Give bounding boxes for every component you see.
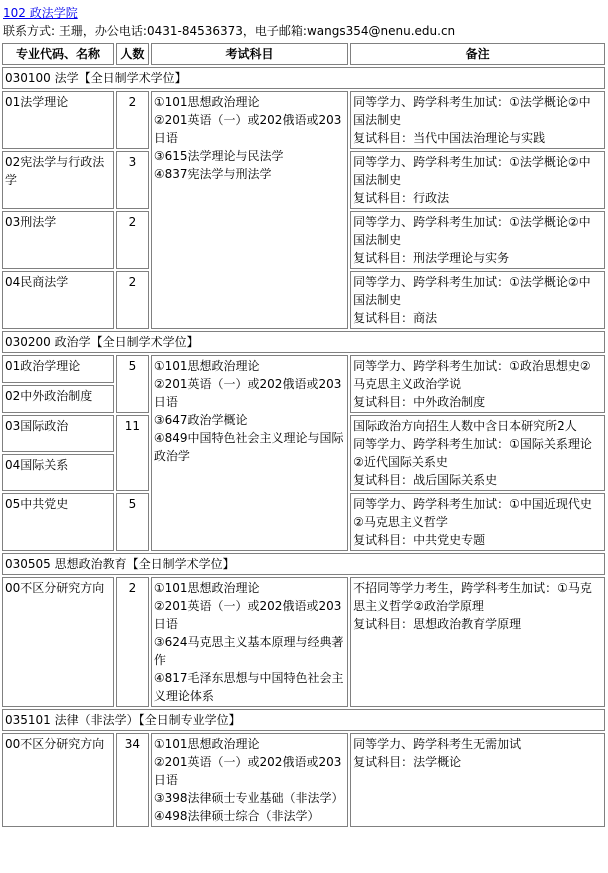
enrollment-count: 11: [116, 415, 149, 491]
notes-cell: [350, 271, 605, 329]
note-line: 复试科目：刑法学理论与实务: [353, 251, 510, 265]
email-label: 电子邮箱:: [254, 24, 307, 38]
major-name: 05中共党史: [2, 493, 114, 551]
section-header-row: [2, 331, 605, 353]
contact-person: 王珊: [58, 24, 83, 38]
major-name: 00不区分研究方向: [2, 733, 114, 827]
enrollment-count: 2: [116, 211, 149, 269]
contact-label: 联系方式:: [3, 24, 56, 38]
note-line: 同等学力、跨学科考生加试：①中国近现代史②马克思主义哲学: [353, 497, 592, 529]
enrollment-count: 2: [116, 271, 149, 329]
subject-item: ①101思想政治理论: [153, 359, 260, 373]
subject-item: ②201英语（一）或202俄语或203日语: [153, 377, 342, 409]
section-header-row: [2, 709, 605, 731]
table-row: [2, 91, 605, 149]
subject-item: ②201英语（一）或202俄语或203日语: [153, 755, 342, 787]
note-line: 同等学力、跨学科考生加试：①法学概论②中国法制史: [353, 215, 591, 247]
subject-item: ④837宪法学与刑法学: [153, 167, 272, 181]
column-header-notes: 备注: [350, 43, 605, 65]
note-line: 同等学力、跨学科考生加试：①政治思想史②马克思主义政治学说: [353, 359, 591, 391]
note-line: 同等学力、跨学科考生无需加试: [353, 737, 522, 751]
major-name: 02宪法学与行政法学: [2, 151, 114, 209]
major-name: 01政治学理论: [2, 355, 114, 383]
subject-item: ②201英语（一）或202俄语或203日语: [153, 113, 342, 145]
notes-cell: [350, 355, 605, 413]
enrollment-count: 3: [116, 151, 149, 209]
note-line: 同等学力、跨学科考生加试：①法学概论②中国法制史: [353, 275, 591, 307]
section-title-politics: 030200 政治学【全日制学术学位】: [2, 331, 605, 353]
note-line: 复试科目：战后国际关系史: [353, 473, 498, 487]
subject-item: ④817毛泽东思想与中国特色社会主义理论体系: [153, 671, 344, 703]
notes-cell: [350, 493, 605, 551]
major-name: 03刑法学: [2, 211, 114, 269]
section-header-row: [2, 67, 605, 89]
major-name: 02中外政治制度: [2, 385, 114, 413]
exam-subjects: [151, 733, 348, 827]
enrollment-count: 34: [116, 733, 149, 827]
column-header-major: 专业代码、名称: [2, 43, 114, 65]
section-title-law-professional: 035101 法律（非法学）【全日制专业学位】: [2, 709, 605, 731]
notes-cell: [350, 151, 605, 209]
note-line: 复试科目：行政法: [353, 191, 450, 205]
notes-cell: [350, 577, 605, 707]
email-address: wangs354@nenu.edu.cn: [306, 24, 456, 38]
note-line: 复试科目：商法: [353, 311, 438, 325]
enrollment-count: 5: [116, 355, 149, 413]
college-link[interactable]: 102 政法学院: [3, 6, 78, 20]
section-title-law: 030100 法学【全日制学术学位】: [2, 67, 605, 89]
phone-number: 0431-84536373: [146, 24, 243, 38]
subject-item: ④498法律硕士综合（非法学）: [153, 809, 320, 823]
note-line: 不招同等学力考生，跨学科考生加试：①马克思主义哲学②政治学原理: [353, 581, 592, 613]
note-line: 同等学力、跨学科考生加试：①法学概论②中国法制史: [353, 155, 591, 187]
note-line: 复试科目：中共党史专题: [353, 533, 486, 547]
notes-cell: [350, 415, 605, 491]
subject-item: ③615法学理论与民法学: [153, 149, 284, 163]
major-name: 04国际关系: [2, 454, 114, 491]
section-title-ideological-education: 030505 思想政治教育【全日制学术学位】: [2, 553, 605, 575]
subject-item: ③624马克思主义基本原理与经典著作: [153, 635, 344, 667]
enrollment-count: 2: [116, 577, 149, 707]
notes-cell: [350, 733, 605, 827]
column-header-subjects: 考试科目: [151, 43, 348, 65]
major-name: 03国际政治: [2, 415, 114, 452]
page-header: [0, 0, 608, 40]
table-header-row: [2, 43, 605, 65]
subject-item: ②201英语（一）或202俄语或203日语: [153, 599, 342, 631]
notes-cell: [350, 91, 605, 149]
exam-subjects: [151, 577, 348, 707]
table-row: [2, 733, 605, 827]
enrollment-count: 2: [116, 91, 149, 149]
subject-item: ①101思想政治理论: [153, 95, 260, 109]
column-header-count: 人数: [116, 43, 149, 65]
notes-cell: [350, 211, 605, 269]
exam-subjects: [151, 91, 348, 329]
college-title-line: [3, 4, 605, 22]
subject-item: ①101思想政治理论: [153, 581, 260, 595]
admissions-table: [0, 41, 607, 829]
table-row: [2, 577, 605, 707]
subject-item: ③647政治学概论: [153, 413, 248, 427]
note-line: 同等学力、跨学科考生加试：①法学概论②中国法制史: [353, 95, 591, 127]
table-row: [2, 355, 605, 383]
enrollment-count: 5: [116, 493, 149, 551]
note-line: 复试科目：中外政治制度: [353, 395, 486, 409]
section-header-row: [2, 553, 605, 575]
note-line: 复试科目：思想政治教育学原理: [353, 617, 522, 631]
phone-label: 办公电话:: [94, 24, 147, 38]
major-name: 00不区分研究方向: [2, 577, 114, 707]
contact-line: 联系方式: 王珊，办公电话:0431-84536373，电子邮箱:wangs354@nenu.edu.cn: [3, 24, 456, 38]
note-line: 复试科目：法学概论: [353, 755, 462, 769]
note-line: 复试科目：当代中国法治理论与实践: [353, 131, 546, 145]
note-line: 国际政治方向招生人数中含日本研究所2人: [353, 419, 577, 433]
exam-subjects: [151, 355, 348, 551]
major-name: 01法学理论: [2, 91, 114, 149]
major-name: 04民商法学: [2, 271, 114, 329]
subject-item: ④849中国特色社会主义理论与国际政治学: [153, 431, 344, 463]
note-line: 同等学力、跨学科考生加试：①国际关系理论②近代国际关系史: [353, 437, 592, 469]
subject-item: ③398法律硕士专业基础（非法学）: [153, 791, 344, 805]
subject-item: ①101思想政治理论: [153, 737, 260, 751]
